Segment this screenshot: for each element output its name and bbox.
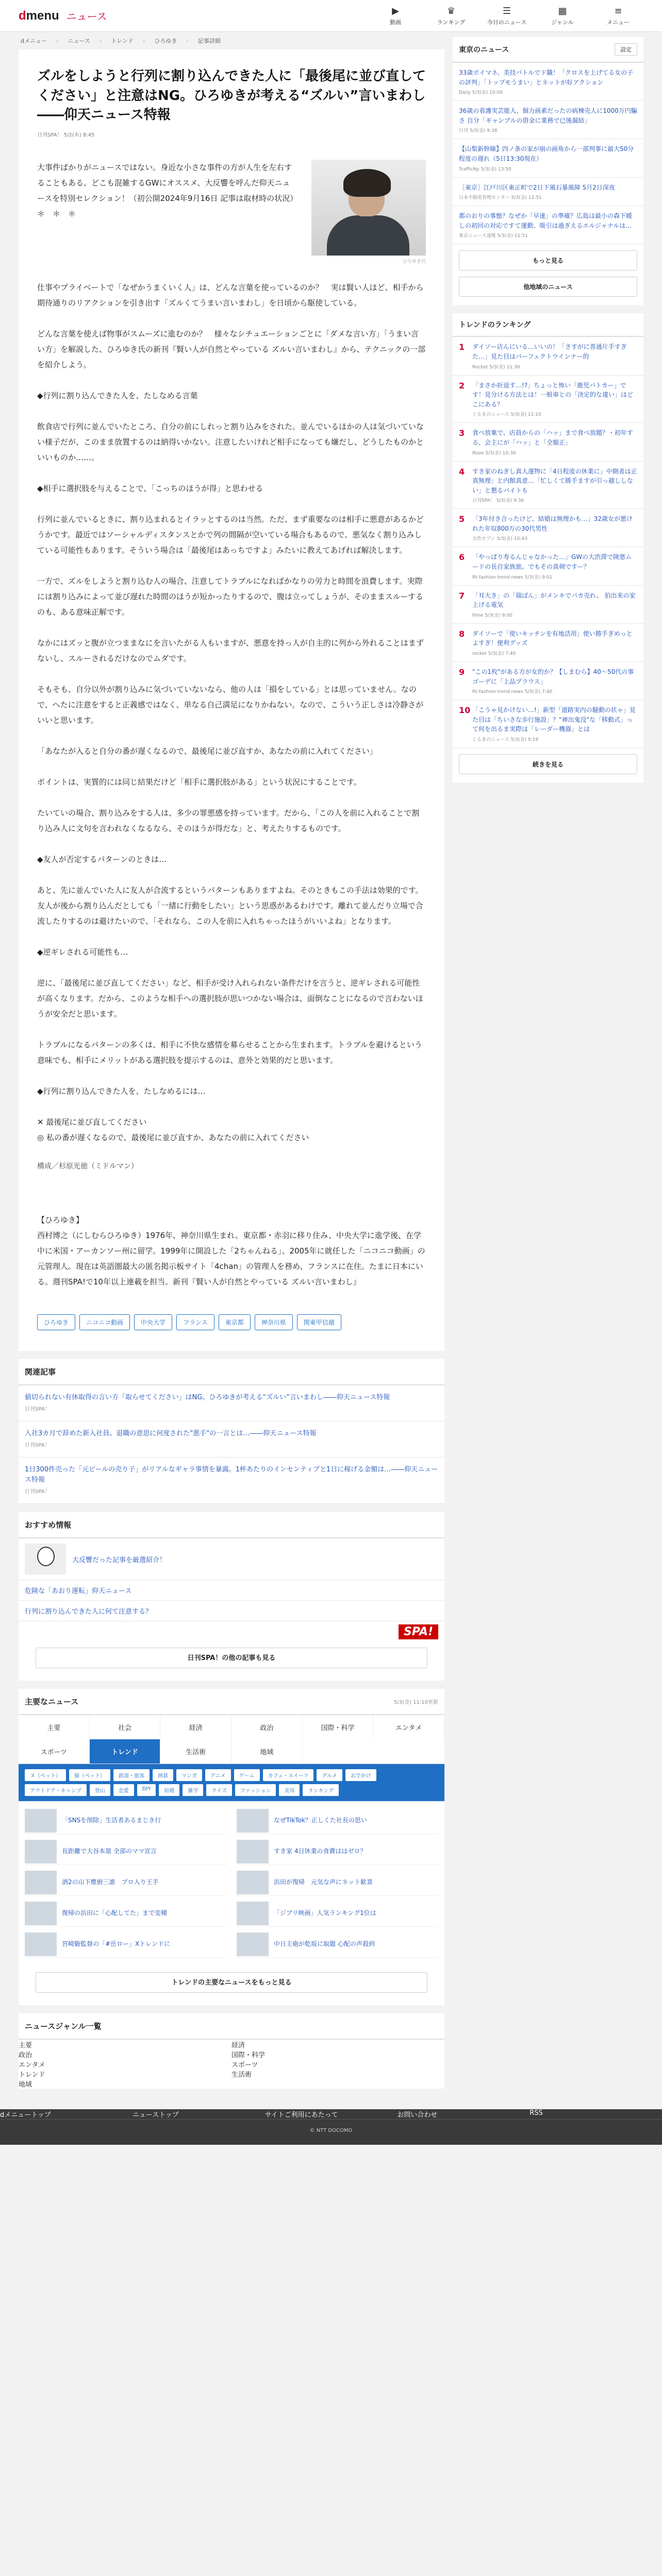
local-news-item[interactable] [453, 63, 643, 101]
news-title: すき家 4日休業の食費ははゼロ？ [274, 1848, 367, 1855]
nav-label: ランキング [437, 19, 466, 26]
article-photo[interactable] [311, 160, 426, 264]
crumb-sep: › [186, 37, 189, 44]
rank-source: Rt-fashion trend news 5/3(金) 9:01 [472, 574, 553, 580]
tab-5[interactable]: エンタメ [373, 1715, 444, 1739]
news-thumbnail [25, 1840, 57, 1863]
logo-menu: menu [26, 8, 59, 23]
footer-link[interactable]: dメニュートップ [0, 2111, 51, 2120]
tag-link[interactable]: ニコニコ動画 [79, 1314, 130, 1330]
lead-text: 大事件ばかりがニュースではない。身近な小さな事件の方が人生を左右することもある。どこも混雑するGWにオススメ、大反響を呼んだ仰天ニュースを特別セレクション！（初公開2024年9月16日 記事は取材時の状況） ＊ ＊ ＊ [37, 163, 302, 219]
local-news-title: ［東京］江戸川区東正町で2日下風石暴風障 5月2日深夜 [459, 183, 615, 191]
rank-number: 10 [459, 705, 471, 716]
ranking-item[interactable] [453, 586, 643, 624]
subtag[interactable]: アウトドア・キャンプ [25, 1784, 87, 1796]
rank-number: 9 [459, 667, 465, 677]
local-news-source: 日本不動産管理センター 5/3(金) 12:51 [459, 195, 542, 201]
news-thumbnail [25, 1809, 57, 1833]
profile-text: 西村博之（にしむらひろゆき）1976年、神奈川県生まれ。東京都・赤羽に移り住み、中央大学に進学後、在学中に米国・アーカンソー州に留学。1999年に開設した「2ちゃんねる」、2005年に就任した「ニコニコ動画」の元管理人。現在は英語圏最大の匿名掲示板サイト「4chan」の管理人を務め、フランスに在住。たまに日本にいる。週刊SPA!で10年以上連載を担当。新刊『賢い人が自然とやっている ズルい言いまわし』 [37, 1231, 425, 1287]
portrait-image [311, 160, 426, 256]
subtag[interactable]: 美容 [279, 1784, 300, 1796]
paragraph: あと、先に並んでいた人に友人が合流するというパターンもありますよね。そのときもこの手法は効果的です。友人が後から割り込んだとしても「一緒に行動をしたい」という思惑があるわけです。離れて並んだり立場で合流したりするのは避けたいので、「それなら、この人を前に入れちゃったほうがいいよね」となります。 [37, 886, 423, 926]
nav-today[interactable] [482, 6, 532, 26]
rank-number: 1 [459, 342, 465, 352]
other-region-button[interactable]: 他地域のニュース [459, 277, 637, 297]
recommend-title: 大反響だった記事を厳選紹介！ [72, 1556, 167, 1564]
tab-6[interactable]: スポーツ [19, 1739, 90, 1764]
video-icon: ▶ [392, 5, 399, 16]
paragraph: 行列に並んでいるときに、割り込まれるとイラッとするのは当然。ただ、まず重要なのは相手に悪意があるかどうかです。最近ではソーシャルディスタンスとかで列の間隔が空いている場合もあるので、悪気なく割り込みしている可能性もあります。そういう場合は「最後尾はあっちですよ」みたいに教えてあげれば解決します。 [37, 515, 424, 555]
subtag[interactable]: DIY [137, 1784, 156, 1796]
crumb-hiroyuki[interactable]: ひろゆき [154, 38, 177, 44]
nav-label: 今日のニュース [487, 19, 527, 26]
article-meta: 日刊SPA！ 5/2(木) 8:45 [37, 132, 95, 139]
local-heading: 東京のニュース [459, 46, 509, 54]
related-source: 日刊SPA！ [25, 1406, 50, 1412]
local-news-item[interactable] [453, 206, 643, 244]
news-thumbnail [237, 1809, 269, 1833]
nav-label: ジャンル [551, 19, 574, 26]
genre-heading: ニュースジャンル一覧 [19, 2013, 444, 2040]
trend-news-item[interactable] [237, 1807, 438, 1834]
related-source: 日刊SPA！ [25, 1489, 50, 1495]
subtag[interactable]: クイズ [206, 1784, 231, 1796]
rank-title: 「耳大き」の「瑞ばん」がメンキでパカ売れ、 伯出来の家上げる電気 [472, 591, 636, 609]
ranking-item[interactable] [453, 547, 643, 585]
photo-caption: ひろゆき氏 [402, 259, 426, 265]
footer-link[interactable]: RSS [529, 2109, 543, 2117]
news-thumbnail [25, 1902, 57, 1925]
rank-title: 「まさか折返す…!?」ちょっと怖い「鹿児パトカー」です！見分ける方法とは！一般車との「決定的な違い」はどこにある？ [472, 381, 634, 408]
ranking-item[interactable] [453, 462, 643, 510]
rank-number: 3 [459, 428, 465, 438]
rank-number: 5 [459, 514, 465, 524]
related-source: 日刊SPA！ [25, 1442, 50, 1448]
tag-link[interactable]: 関東甲信越 [297, 1314, 341, 1330]
trend-news-item[interactable] [25, 1931, 226, 1958]
footer-link[interactable]: サイトご利用にあたって [264, 2111, 338, 2120]
tag-link[interactable]: 神奈川県 [255, 1314, 293, 1330]
related-articles [19, 1359, 444, 1504]
rank-source: くるまのニュース 5/3(金) 11:10 [472, 412, 541, 418]
rank-source: Rooo 5/3(金) 10:30 [472, 450, 516, 456]
news-title: 宮崎駿監督の「#岳ロー」Xトレンドに [62, 1940, 170, 1948]
rank-title: "この1枚"がある方が女的か？【しまむら】40～50代の事ゴーデに「上品プラウス」 [472, 668, 634, 685]
section-heading: ◆友人が否定するパターンのときは… [37, 855, 167, 865]
more-spa-button[interactable]: 日刊SPA！の他の記事も見る [36, 1648, 427, 1668]
top-news-heading: 主要なニュース [25, 1697, 79, 1707]
local-news-title: 都のおりの事態？なぜか「早速」の準確？広島は最小の森下暖しの初回の対応ですて運動、吸引は過ぎえるエルジャナルは… [459, 212, 633, 229]
recommend-title: 行列に割り込んできた人に何て注意する？ [25, 1608, 153, 1616]
logo-d: d [19, 8, 26, 23]
settings-button[interactable]: 設定 [615, 43, 637, 56]
sidebar [453, 32, 643, 2089]
paragraph: 一方で、ズルをしようと割り込む人の場合、注意してトラブルになればかなりの労力と時間を浪費します。実際には割り込みによって並び遅れた時間のほうが短かったりするので、腹は立ってしょうが、そのままスルーするのも、ある意味正解です。 [37, 577, 423, 617]
newspaper-icon: ☰ [502, 5, 511, 16]
recommend-title: 危険な「あおり運転」仰天ニュース [25, 1587, 132, 1596]
news-thumbnail [237, 1933, 269, 1956]
section-heading: ◆行列に割り込んできた人を、たしなめるには… [37, 1087, 206, 1096]
spa-logo[interactable]: SPA! [399, 1624, 438, 1639]
author-profile [37, 1212, 426, 1290]
local-news-source: 東京ニュース速報 5/3(金) 11:51 [459, 233, 528, 239]
breadcrumb [19, 32, 444, 49]
footer-link[interactable]: お問い合わせ [397, 2111, 438, 2120]
section-heading: ◆相手に選択肢を与えることで、「こっちのほうが得」と思わせる [37, 484, 263, 494]
news-thumbnail [25, 1933, 57, 1956]
tag-link[interactable]: 中央大学 [134, 1314, 172, 1330]
nav-menu[interactable] [593, 6, 643, 26]
rank-source: くるまのニュース 5/3(金) 9:19 [472, 737, 538, 742]
trend-ranking [453, 313, 643, 783]
rank-source: Fime 5/3(金) 9:00 [472, 613, 512, 618]
genre-link[interactable]: スポーツ [231, 2061, 258, 2070]
ranking-item[interactable] [453, 337, 643, 375]
news-thumbnail [237, 1871, 269, 1894]
tab-9[interactable]: 地域 [231, 1739, 303, 1764]
rank-number: 7 [459, 590, 465, 601]
tab-3[interactable]: 政治 [231, 1715, 303, 1739]
subtag[interactable]: 囲碁 [153, 1769, 173, 1781]
genre-link[interactable]: トレンド [19, 2071, 45, 2079]
local-news-source: Daily 5/3(金) 10:00 [459, 90, 503, 96]
crumb-trend[interactable]: トレンド [111, 38, 134, 44]
tag-link[interactable]: 東京都 [219, 1314, 251, 1330]
top-news-date: 5/3(金) 11:10更新 [394, 1700, 438, 1706]
ranking-item[interactable] [453, 624, 643, 662]
rank-number: 8 [459, 629, 465, 639]
site-header [0, 0, 662, 32]
tag-link[interactable]: ひろゆき [37, 1314, 75, 1330]
rank-title: 「こうゃ見かけない…!」新型「道路実内の騒動の状ゃ」見た目は「ちいさな歩行施設」？"神出鬼没"な「移動式」って何を出るま実際は「レーダー機器」とは [472, 706, 636, 733]
trend-news-item[interactable] [25, 1807, 226, 1834]
subtag[interactable]: ヌ（ペット） [25, 1769, 66, 1781]
rank-title: ダイソーで「使いキッチンを有地活用」使い勝手ぎめっとよすぎ！便利グッズ [472, 630, 633, 647]
subtag[interactable]: 恋愛 [113, 1784, 134, 1796]
news-thumbnail [237, 1902, 269, 1925]
crumb-sep: › [142, 37, 145, 44]
subtag-list [19, 1764, 444, 1801]
local-news-title: 33歳ボイマネ、美技パトルでド職！「クロスを上げてる女の子の評判」「トップモうまい」とネットが好アクション [459, 69, 634, 86]
recommend-heading: おすすめ情報 [19, 1512, 444, 1538]
local-news-item[interactable] [453, 101, 643, 139]
subtag[interactable]: おでかけ [345, 1769, 376, 1781]
paragraph: 逆に、「最後尾に並び直してください」など、相手が受け入れられない条件だけを言うと、逆ギレされる可能性が高くなります。だから、このような相手への選択肢が思いつかない場合は、面倒なことになるので言わないほうが安全だと思います。 [37, 978, 423, 1019]
section-heading: ◆行列に割り込んできた人を、たしなめる言葉 [37, 391, 198, 401]
rank-title: ダイソー店んにいる…いいの！「さすがに普通片手すぎた…」見た目はパーフェクトウインナー的 [472, 343, 627, 360]
trend-news-item[interactable] [237, 1869, 438, 1896]
rank-title: すき家のねぎし真人運物に「4日程度の休業に」中側者は正真無理」と内館真意…「忙しくて勝手ますが引っ越ししない」と懇るバイトも [472, 467, 637, 494]
genre-link[interactable]: エンタメ [19, 2061, 45, 2070]
article [19, 49, 444, 1351]
subtag[interactable]: カフェ・スイーツ [263, 1769, 314, 1781]
article-sign: 構成／杉原光徳（ミドルマン） [37, 1162, 138, 1171]
related-title: 入社3カ月で辞めた新入社員、退職の意思に何度された"悪手"の一言とは…――仰天ニュース特報 [25, 1429, 317, 1437]
nav-genre[interactable] [537, 6, 588, 26]
paragraph: たいていの場合、割り込みをする人は、多少の罪悪感を持っています。だから、「この人を前に入れることで割り込み人に文句を言われなくなるなら、そのほうが得だな」と、考えたりするものです。 [37, 808, 420, 834]
subtag[interactable]: アニメ [205, 1769, 231, 1781]
subtag[interactable]: ゲーム [234, 1769, 260, 1781]
grid-icon: ▦ [558, 5, 567, 16]
tab-8[interactable]: 生活術 [160, 1739, 231, 1764]
news-title: 「ジブリ映画」人気ランキング1位は [274, 1909, 376, 1917]
news-title: 中日主砲が乾坂に取題 心配の声殺到 [274, 1940, 375, 1948]
site-footer [0, 2109, 662, 2145]
news-title: 浜田が復帰 元気な声にネット歓喜 [274, 1878, 373, 1886]
related-heading: 関連記事 [19, 1359, 444, 1385]
subtag[interactable]: 結婚 [159, 1784, 179, 1796]
local-news [453, 37, 643, 305]
subtag[interactable]: 鉄道・旅客 [113, 1769, 150, 1781]
article-title: ズルをしようと行列に割り込んできた人に「最後尾に並び直してください」と注意はNG。ひろゆきが考える“ズルい”言いまわし――仰天ニュース特報 [37, 69, 426, 123]
trend-news-item[interactable] [25, 1869, 226, 1896]
news-title: 復帰の浜田に「心配してた」まで変種 [62, 1909, 168, 1917]
local-news-source: 日刊 5/3(金) 9:38 [459, 128, 498, 134]
rank-source: Rocket 5/3(金) 11:30 [472, 364, 520, 370]
subtag[interactable]: ランキング [303, 1784, 339, 1796]
ranking-item[interactable] [453, 700, 643, 748]
subtag[interactable]: マンガ [176, 1769, 202, 1781]
rank-number: 4 [459, 466, 465, 477]
crumb-sep: › [56, 37, 59, 44]
related-title: 1日300件売った「元ビールの売り子」がリアルなギャラ事情を暴露。1杯あたりのインセンティブと1日に稼げる金額は…――仰天ニュース特報 [25, 1465, 438, 1484]
paragraph: なかにはズッと腹が立つままなにを言いたがる人もいますが、悪意を持っ人が自主的に列から外れることはまずないし、スルーされるだけなのでムダです。 [37, 638, 424, 664]
news-title: 長距離で大谷本塁 全部のママ宣言 [62, 1848, 157, 1855]
subtag[interactable]: 雑学 [183, 1784, 203, 1796]
ranking-item[interactable] [453, 376, 643, 423]
local-news-item[interactable] [453, 139, 643, 177]
news-title: 「SNSを削除」生活者あるまじき行 [62, 1817, 161, 1824]
subtag[interactable]: 登山 [90, 1784, 110, 1796]
nav-label: 動画 [390, 19, 401, 26]
tab-7[interactable]: トレンド [90, 1739, 161, 1764]
local-news-source: TrafficNp 5/3(金) 13:50 [459, 166, 511, 172]
rank-source: rocket 5/3(金) 7:40 [472, 651, 516, 657]
paragraph: トラブルになるパターンの多くは、相手に不快な感情を募らせることから生まれます。トラブルを避けるという意味でも、相手にメリットがある選択肢を提示するのは、意外と効果的だと思います。 [37, 1040, 422, 1065]
subtag[interactable]: 猫（ペット） [69, 1769, 110, 1781]
header-nav [370, 6, 643, 26]
ranking-heading: トレンドのランキング [459, 321, 531, 330]
recommend-section [19, 1512, 444, 1681]
rank-number: 2 [459, 380, 465, 391]
nav-label: メニュー [607, 19, 630, 26]
trend-news-item[interactable] [237, 1900, 438, 1927]
recommend-item[interactable] [19, 1601, 444, 1621]
more-trend-button[interactable]: トレンドの主要なニュースをもっと見る [36, 1972, 427, 1993]
tab-4[interactable]: 国際・科学 [303, 1715, 374, 1739]
rank-title: 「3年付き合ったけど、結婚は無理かも…」32歳女が悪けれた年収800万の30代男性 [472, 515, 633, 532]
article-body [37, 280, 426, 1145]
news-thumbnail [237, 1840, 269, 1863]
paragraph: 飲食店で行列に並んでいたところ、自分の前にしれっと割り込みをされた。並んでいるほかの人は気づいていない様子だが、このまま放置するのは納得いかない。注意したいけれど相手になっても嫌だし、どうしたものかといいものか……。 [37, 422, 424, 463]
manga-thumbnail [25, 1544, 66, 1574]
tag-list [37, 1314, 426, 1330]
crumb-dmenu[interactable]: dメニュー [21, 38, 47, 44]
trend-news-item[interactable] [25, 1900, 226, 1927]
subtag[interactable]: グルメ [317, 1769, 342, 1781]
local-news-title: 【山梨新幹線】四ノ条の家が崩の画角から一部判事に最大50分程度の遅れ（5日13:30現在） [459, 145, 634, 162]
ranking-item[interactable] [453, 509, 643, 547]
paragraph: 「あなたが入ると自分の番が遅くなるので、最後尾に並び直すか、あなたの前に入れてください」 [37, 747, 377, 756]
local-news-title: 36歳の看護実芸能人、個力画素だったの病棟売人に1000万円騙さ 自分「ギャンブルの借金に業務で已後漏結」 [459, 107, 637, 124]
subtag[interactable]: ファッション [235, 1784, 276, 1796]
trend-news-item[interactable] [237, 1838, 438, 1865]
news-title: 酒2の山下塵廚三誰 プロ入り王手 [62, 1878, 159, 1886]
recommend-item[interactable] [19, 1580, 444, 1601]
rank-source: 日刊SPA！ 5/3(金) 9:36 [472, 498, 524, 504]
dmenu-logo[interactable] [19, 8, 107, 23]
rank-source: Rt-fashion trend news 5/3(金) 7:40 [472, 689, 553, 695]
local-news-item[interactable] [453, 178, 643, 207]
genre-link[interactable]: 国際・科学 [231, 2052, 266, 2060]
rank-title: 「やっぱり寿るんじゃなかった…」GWの大渋滞で険悪ムードの長自家族旅。でもその真剣ですー？ [472, 553, 632, 571]
hamburger-icon: ≡ [614, 5, 622, 16]
article-lead [37, 160, 426, 264]
trend-news-grid [19, 1801, 444, 1964]
local-more-button[interactable]: もっと見る [459, 250, 637, 270]
crumb-sep: › [99, 37, 102, 44]
trend-news-item[interactable] [25, 1838, 226, 1865]
tab-1[interactable]: 社会 [90, 1715, 161, 1739]
top-news-header [19, 1689, 444, 1715]
paragraph: ✕ 最後尾に並び直してください ◎ 私の番が遅くなるので、最後尾に並び直すか、あなたの前に入れてください [37, 1117, 309, 1143]
news-thumbnail [25, 1871, 57, 1894]
paragraph: どんな言葉を使えば物事がスムーズに進むのか？ 様々なシチュエーションごとに「ダメな言い方」「うまい言い方」を解説した、ひろゆき氏の新刊『賢い人が自然とやっている ズルい言いまわし』から、テクニックの一部を紹介しよう。 [37, 329, 426, 370]
crumb-current: 記事詳細 [197, 38, 221, 44]
profile-heading: 【ひろゆき】 [37, 1215, 84, 1225]
section-heading: ◆逆ギレされる可能性も… [37, 947, 128, 957]
top-news [19, 1689, 444, 2005]
paragraph: ポイントは、実質的には同じ結果だけど「相手に選択肢がある」という状況にすることです。 [37, 777, 361, 787]
paragraph: 仕事やプライベートで「なぜかうまくいく人」は、どんな言葉を使っているのか？ 実は賢い人ほど、相手から期待通りのリアクションを引き出す「ズルくてうまい言いまわし」を日頃から駆使している。 [37, 283, 424, 308]
footer-link[interactable]: ニューストップ [132, 2111, 179, 2120]
genre-list [19, 2013, 444, 2089]
tag-link[interactable]: フランス [176, 1314, 214, 1330]
genre-link[interactable]: 生活術 [231, 2071, 252, 2079]
genre-link[interactable]: 経済 [231, 2042, 245, 2050]
tab-0[interactable]: 主要 [19, 1715, 90, 1739]
related-link[interactable] [19, 1458, 444, 1504]
genre-link[interactable]: 主要 [19, 2042, 32, 2050]
rank-number: 6 [459, 552, 465, 563]
nav-video[interactable] [370, 6, 421, 26]
logo-news: ニュース [66, 11, 107, 23]
genre-link[interactable]: 地域 [19, 2081, 32, 2089]
rank-title: 食べ放棄で、店員からの「ハッ」まで食べ放題？・初年する、会主にが「ハッ」と「全額正」 [472, 429, 633, 446]
nav-ranking[interactable] [426, 6, 476, 26]
ranking-more-button[interactable]: 続きを見る [459, 754, 637, 774]
ranking-item[interactable] [453, 423, 643, 461]
tab-2[interactable]: 経済 [160, 1715, 231, 1739]
news-title: なぜTikTok？正しくた社長の思い [274, 1817, 367, 1824]
recommend-item[interactable] [19, 1538, 444, 1580]
genre-link[interactable]: 政治 [19, 2052, 32, 2060]
copyright: © NTT DOCOMO [0, 2119, 662, 2145]
crumb-news[interactable]: ニュース [68, 38, 90, 44]
related-link[interactable] [19, 1421, 444, 1458]
crown-icon: ♛ [446, 5, 456, 16]
related-link[interactable] [19, 1385, 444, 1421]
ranking-item[interactable] [453, 662, 643, 700]
news-tabs [19, 1715, 444, 1764]
main-column [19, 32, 444, 2089]
rank-source: 女性セブン 5/3(金) 10:43 [472, 536, 527, 542]
related-title: 値切られない有休取得の言い方「取らせてください」はNG。ひろゆきが考える“ズルい”言いまわし――仰天ニュース特報 [25, 1394, 390, 1402]
trend-news-item[interactable] [237, 1931, 438, 1958]
paragraph: そもそも、自分以外が割り込みに気づいていないなら、他の人は「損をしている」とは思っていません。なので、へたに注意をすると正義感ではなく、単なる自己満足になりかねない。なので、こういう正しさは冷静さがいいと思います。 [37, 685, 424, 725]
